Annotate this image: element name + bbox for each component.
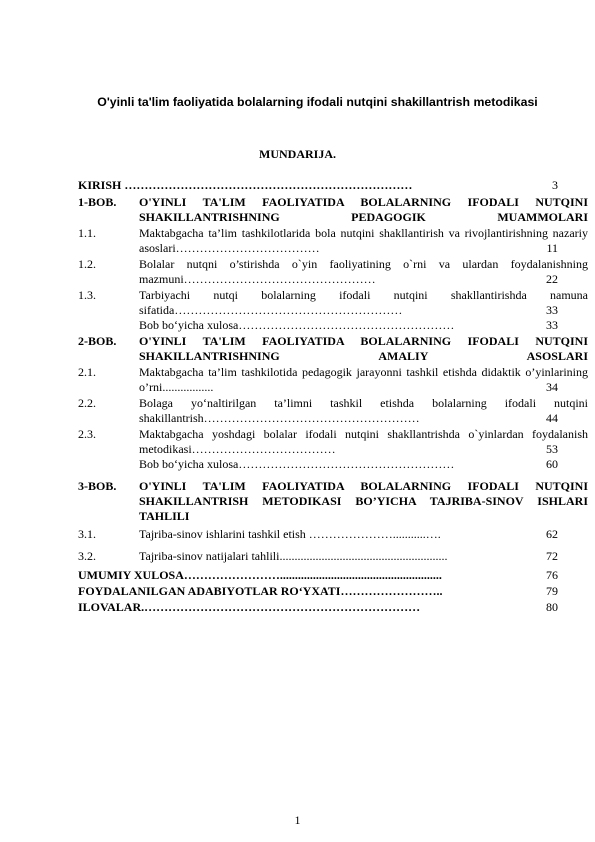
toc-entry-title: FOYDALANILGAN ADABIYOTLAR RO‘YXATI…………………….. [78, 584, 443, 598]
toc-entry[interactable] [78, 257, 588, 287]
toc-entry-title: Bolalar nutqni o’stirishda o`yin faoliyatining o`rni va ulardan foydalanishning mazmuni………………………………………… [139, 257, 588, 286]
toc-entry-title: Tajriba-sinov natijalari tahlili........................................................ [139, 549, 448, 563]
toc-entry-number: 3.1. [78, 527, 96, 541]
toc-heading: MUNDARIJA. [259, 147, 336, 161]
toc-entry-page: 80 [546, 600, 558, 614]
toc-entry-page: 34 [546, 380, 558, 394]
toc-entry-number: 2-BOB. [78, 334, 117, 348]
toc-entry-number: 2.1. [78, 365, 96, 379]
toc-entry-number: 1.2. [78, 257, 96, 271]
toc-entry-title: Maktabgacha ta’lim tashkilotida pedagogik jarayonni tashkil etishda didaktik o’yinlarining o’rni................. [139, 365, 588, 394]
toc-entry-page: 44 [546, 411, 558, 425]
toc-entry-title: Tarbiyachi nutqi bolalarning ifodali nutqini shakllantirishda namuna sifatida………………………………………………… [139, 288, 588, 317]
document-title: O'yinli ta'lim faoliyatida bolalarning ifodali nutqini shakillantrish metodikasi [97, 95, 538, 109]
toc-entry[interactable] [78, 334, 588, 364]
toc-entry-number: 2.3. [78, 427, 96, 441]
toc-entry-number: 3.2. [78, 549, 96, 563]
toc-entry-page: 76 [546, 568, 558, 582]
toc-entry[interactable] [78, 427, 588, 457]
toc-entry-page: 33 [546, 303, 558, 317]
toc-entry[interactable] [78, 549, 558, 564]
toc-entry-number: 1-BOB. [78, 195, 117, 209]
toc-entry-title: Maktabgacha yoshdagi bolalar ifodali nutqini shakllantrishda o`yinlardan foydalanish metodikasi……………………………… [139, 427, 588, 456]
toc-entry-title: O'YINLI TA'LIM FAOLIYATIDA BOLALARNING IFODALI NUTQINI SHAKILLANTRISHNING AMALIY ASOSLARI [139, 334, 588, 363]
toc-entry-page: 3 [552, 178, 558, 192]
toc-entry[interactable] [78, 457, 558, 472]
toc-entry-page: 33 [546, 318, 558, 332]
toc-entry[interactable] [78, 365, 588, 395]
toc-entry-page: 11 [546, 241, 558, 255]
toc-entry-title: Maktabgacha ta’lim tashkilotlarida bola nutqini shakllantirish va rivojlantirishning nazariy asoslari……………………………… [139, 226, 588, 255]
toc-entry-page: 22 [546, 272, 558, 286]
toc-entry-title: KIRISH ……………………………………………………………… [78, 178, 413, 192]
table-of-contents [78, 178, 588, 615]
toc-entry[interactable] [78, 584, 558, 599]
toc-entry-page: 72 [546, 549, 558, 563]
toc-entry-number: 3-BOB. [78, 479, 117, 493]
toc-entry-title: Tajriba-sinov ishlarini tashkil etish …………………...........…. [139, 527, 441, 541]
toc-entry[interactable] [78, 318, 558, 333]
toc-entry[interactable] [78, 600, 558, 615]
toc-entry-title: Bolaga yo‘naltirilgan ta’limni tashkil etishda bolalarning ifodali nutqini shakillantrish……………………………………………… [139, 396, 588, 425]
toc-entry-page: 79 [546, 584, 558, 598]
toc-entry[interactable] [78, 396, 588, 426]
toc-entry[interactable] [78, 226, 588, 256]
toc-entry-number: 1.1. [78, 226, 96, 240]
toc-entry[interactable] [78, 527, 558, 542]
toc-entry-title: Bob bo‘yicha xulosa……………………………………………… [139, 457, 455, 471]
toc-entry[interactable] [78, 178, 558, 193]
toc-entry[interactable] [78, 288, 588, 318]
toc-entry-page: 62 [546, 527, 558, 541]
toc-entry-title: O'YINLI TA'LIM FAOLIYATIDA BOLALARNING IFODALI NUTQINI SHAKILLANTRISH METODIKASI BO’YICHA TAJRIBA-SINOV ISHLARI TAHLILI [139, 479, 588, 523]
toc-entry[interactable] [78, 479, 588, 524]
toc-entry-title: ILOVALAR.…………………………………………………………… [78, 600, 421, 614]
toc-entry[interactable] [78, 195, 588, 225]
toc-entry-title: Bob bo‘yicha xulosa……………………………………………… [139, 318, 455, 332]
toc-entry-title: O'YINLI TA'LIM FAOLIYATIDA BOLALARNING IFODALI NUTQINI SHAKILLANTRISHNING PEDAGOGIK MUAMMOLARI [139, 195, 588, 224]
toc-entry-number: 1.3. [78, 288, 96, 302]
toc-entry[interactable] [78, 568, 558, 583]
toc-entry-title: UMUMIY XULOSA……………………...................................................... [78, 568, 442, 582]
toc-entry-page: 60 [546, 457, 558, 471]
toc-entry-number: 2.2. [78, 396, 96, 410]
toc-entry-page: 53 [546, 442, 558, 456]
page-number: 1 [294, 813, 301, 827]
